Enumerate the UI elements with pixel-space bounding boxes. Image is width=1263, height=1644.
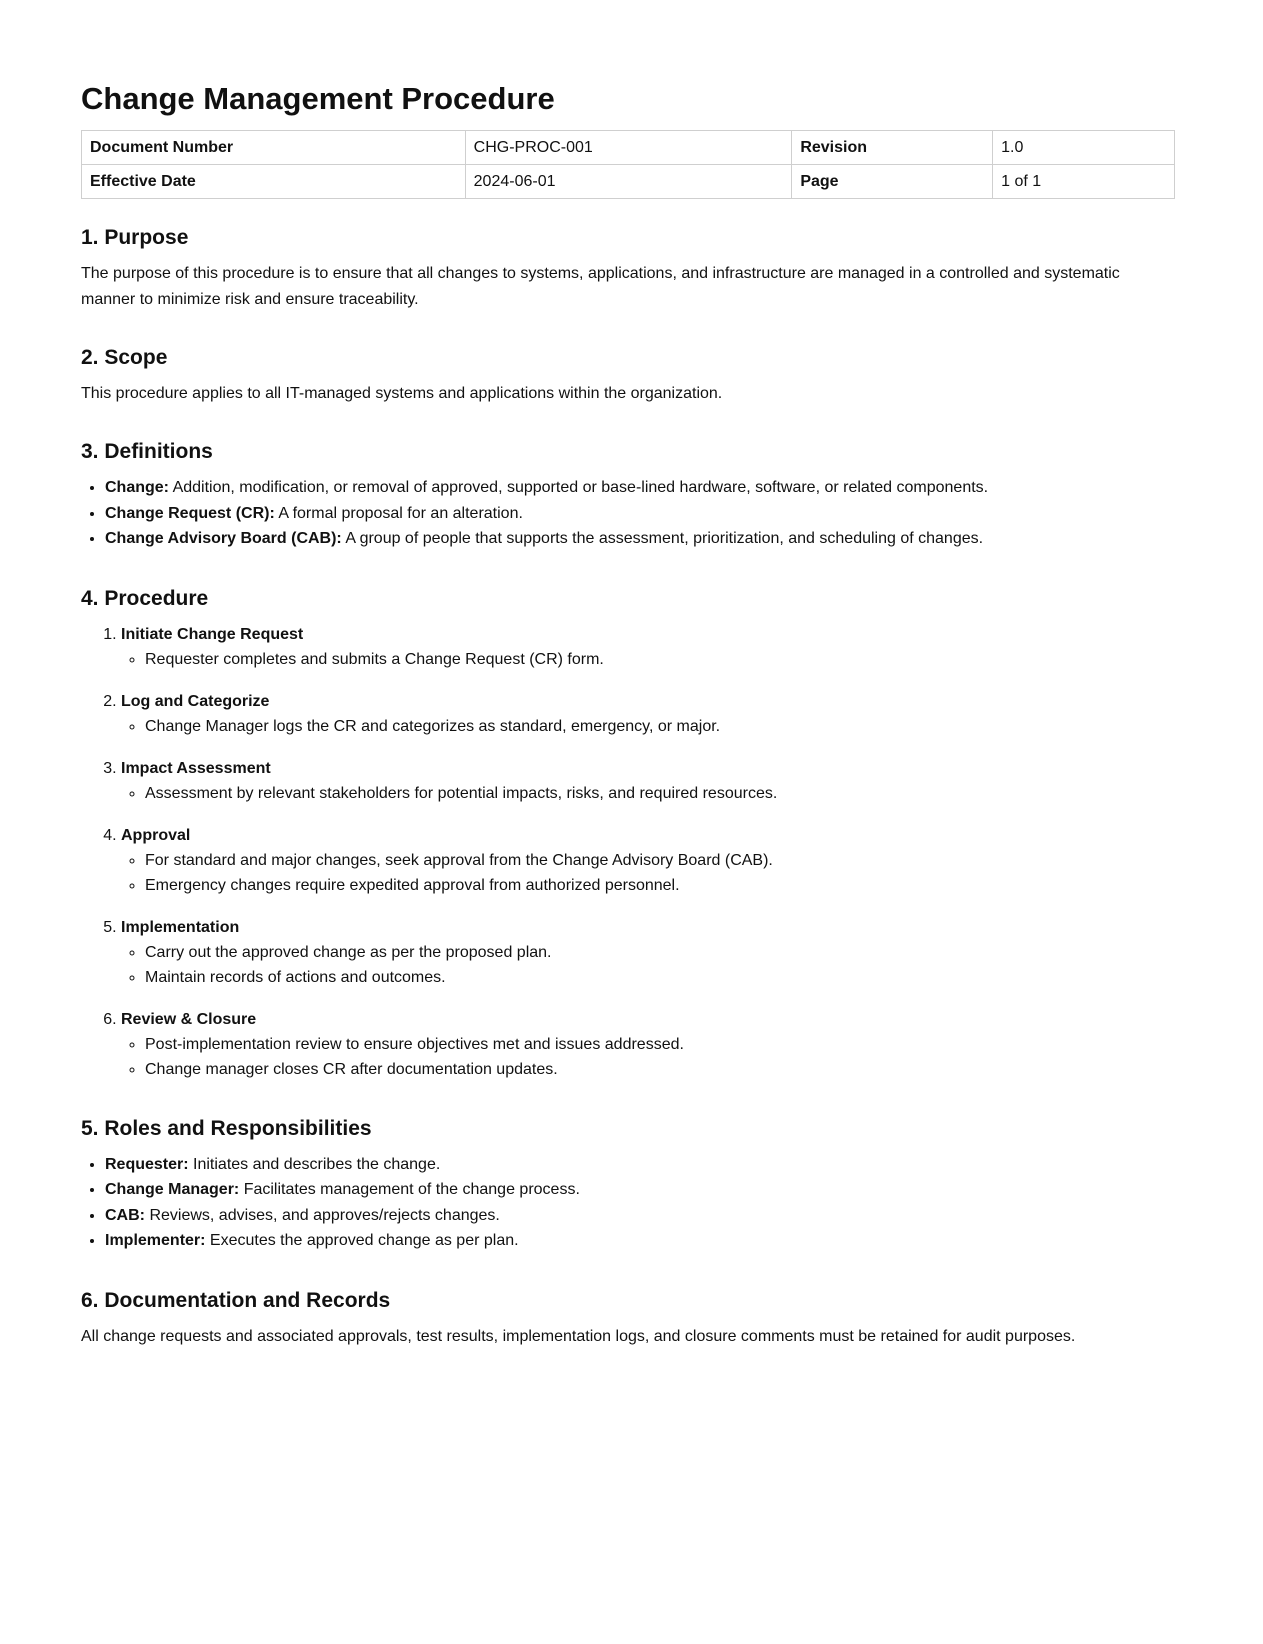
- step-title: Impact Assessment: [121, 759, 271, 777]
- procedure-step: [121, 823, 1175, 898]
- procedure-heading: 4. Procedure: [81, 586, 209, 610]
- definition-desc: A formal proposal for an alteration.: [274, 504, 523, 522]
- step-title: Implementation: [121, 918, 240, 936]
- list-item: ◦ Post-implementation review to ensure objectives met and issues addressed.: [145, 1032, 1175, 1057]
- effective-date-value: 2024-06-01: [465, 165, 792, 199]
- procedure-step: [121, 689, 1175, 739]
- doc-number-label: Document Number: [82, 131, 466, 165]
- role-desc: Executes the approved change as per plan.: [205, 1232, 519, 1249]
- purpose-heading: 1. Purpose: [81, 226, 189, 249]
- role-term: Implementer:: [105, 1232, 206, 1249]
- definitions-heading: 3. Definitions: [81, 440, 213, 463]
- role-term: Change Manager:: [105, 1181, 240, 1198]
- definition-term: Change Advisory Board (CAB):: [105, 530, 342, 547]
- procedure-step: [121, 622, 1175, 672]
- list-item: ◦ Emergency changes require expedited approval from authorized personnel.: [145, 873, 1175, 898]
- scope-text: This procedure applies to all IT-managed systems and applications within the organization.: [81, 385, 723, 402]
- step-title: Review & Closure: [121, 1010, 257, 1028]
- list-item: [105, 1177, 1175, 1203]
- procedure-step: [121, 756, 1175, 806]
- step-title: Log and Categorize: [121, 692, 270, 710]
- definition-term: Change:: [105, 479, 169, 496]
- list-item: [105, 1228, 1175, 1254]
- purpose-text: The purpose of this procedure is to ensure that all changes to systems, applications, and infrastructure are managed in a controlled and systematic manner to minimize risk and ensure traceability.: [81, 265, 1120, 308]
- meta-row: [82, 165, 1175, 199]
- page-title: Change Management Procedure: [81, 81, 555, 116]
- definitions-list: [81, 475, 1175, 552]
- list-item: [105, 475, 1175, 501]
- procedure-step: [121, 1007, 1175, 1082]
- effective-date-label: Effective Date: [82, 165, 466, 199]
- document-meta-table: [81, 130, 1175, 199]
- revision-value: 1.0: [993, 131, 1175, 165]
- page-value: 1 of 1: [993, 165, 1175, 199]
- definition-desc: Addition, modification, or removal of approved, supported or base-lined hardware, software, or related components.: [169, 479, 989, 496]
- step-title: Approval: [121, 826, 191, 844]
- roles-heading: 5. Roles and Responsibilities: [81, 1116, 372, 1140]
- procedure-step: [121, 915, 1175, 990]
- role-term: Requester:: [105, 1155, 189, 1173]
- step-sublist: [121, 940, 1175, 990]
- document-content: [81, 0, 1175, 1345]
- step-sublist: [121, 1032, 1175, 1082]
- list-item: ◦ Change manager closes CR after documentation updates.: [145, 1057, 1175, 1082]
- documentation-text: All change requests and associated approvals, test results, implementation logs, and closure comments must be retained for audit purposes.: [81, 1327, 1076, 1345]
- step-sublist: [121, 781, 1175, 806]
- revision-label: Revision: [792, 131, 993, 165]
- definition-desc: A group of people that supports the assessment, prioritization, and scheduling of changes.: [341, 530, 984, 547]
- list-item: ◦ Assessment by relevant stakeholders for potential impacts, risks, and required resources.: [145, 781, 1175, 806]
- documentation-heading: 6. Documentation and Records: [81, 1288, 391, 1312]
- list-item: ◦ For standard and major changes, seek approval from the Change Advisory Board (CAB).: [145, 848, 1175, 873]
- role-term: CAB:: [105, 1206, 145, 1224]
- list-item: [105, 1203, 1175, 1229]
- step-sublist: [121, 714, 1175, 739]
- definition-term: Change Request (CR):: [105, 504, 275, 522]
- list-item: ◦ Requester completes and submits a Change Request (CR) form.: [145, 647, 1175, 672]
- list-item: [105, 526, 1175, 552]
- roles-list: [81, 1152, 1175, 1254]
- list-item: ◦ Carry out the approved change as per the proposed plan.: [145, 940, 1175, 965]
- page-label: Page: [792, 165, 993, 199]
- step-sublist: [121, 848, 1175, 898]
- role-desc: Facilitates management of the change process.: [239, 1181, 580, 1198]
- scope-heading: 2. Scope: [81, 346, 168, 369]
- procedure-steps: [81, 622, 1175, 1082]
- list-item: [105, 501, 1175, 527]
- step-sublist: [121, 647, 1175, 672]
- role-desc: Initiates and describes the change.: [188, 1155, 441, 1173]
- list-item: ◦ Maintain records of actions and outcomes.: [145, 965, 1175, 990]
- list-item: ◦ Change Manager logs the CR and categorizes as standard, emergency, or major.: [145, 714, 1175, 739]
- role-desc: Reviews, advises, and approves/rejects changes.: [145, 1206, 500, 1224]
- list-item: [105, 1152, 1175, 1178]
- meta-row: [82, 131, 1175, 165]
- step-title: Initiate Change Request: [121, 625, 304, 643]
- doc-number-value: CHG-PROC-001: [465, 131, 792, 165]
